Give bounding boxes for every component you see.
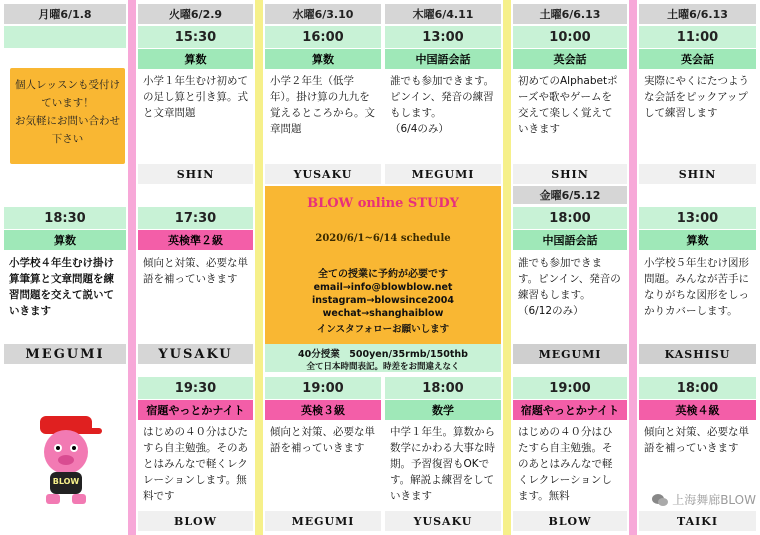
monday-note-box [10,68,125,164]
header-friday: 金曜6/5.12 [513,186,627,204]
lesson-time: 18:00 [385,377,501,399]
lesson-subject: 宿題やっとかナイト [138,400,253,420]
lesson-teacher: YUSAKU [385,511,501,531]
header-saturday: 土曜6/6.13 [513,4,627,24]
lesson-subject: 英会話 [639,49,756,69]
lesson-subject: 算数 [265,49,381,69]
lesson-description: 実際にやくにたつような会話をピックアップして練習します [644,75,749,119]
wechat-icon [652,492,668,506]
lesson-teacher: MEGUMI [4,344,126,364]
lesson-description: 小学校５年生むけ図形問題。みんなが苦手になりがちな図形をしっかりカバーします。 [644,257,749,317]
lesson-subject: 中国語会話 [513,230,627,250]
pig-mascot-icon [28,410,108,510]
lesson-subject: 算数 [639,230,756,250]
lesson-subject: 算数 [138,49,253,69]
lesson-teacher: MEGUMI [385,164,501,184]
header-monday: 月曜6/1.8 [4,4,126,24]
lesson-teacher: SHIN [639,164,756,184]
lesson-teacher: SHIN [138,164,253,184]
lesson-teacher: BLOW [513,511,627,531]
lesson-time: 17:30 [138,207,253,229]
lesson-description: はじめの４０分はひたすら自主勉強。そのあとはみんなで軽くレクレーションします。無料です [143,426,248,502]
lesson-subject: 数学 [385,400,501,420]
lesson-description: 傾向と対策、必要な単語を補っていきます [270,426,375,454]
panel-instagram: instagram→blowsince2004 [312,295,454,306]
header-wednesday: 水曜6/3.10 [265,4,381,24]
panel-follow-request: インスタフォローお願いします [316,324,450,335]
lesson-teacher: YUSAKU [265,164,381,184]
monday-private-lesson-note: 個人レッスンも受付けています！ お気軽にお問い合わせ下さい [15,79,120,145]
header-saturday: 土曜6/6.13 [639,4,756,24]
lesson-subject: 算数 [4,230,126,250]
lesson-description: 小学２年生（低学年）。掛け算の九九を覚えるところから。文章問題 [270,75,375,135]
lesson-description: 初めてのAlphabetポーズや歌やゲームを交えて楽しく覚えていきます [518,75,618,135]
lesson-time: 19:00 [513,377,627,399]
lesson-subject: 宿題やっとかナイト [513,400,627,420]
lesson-description: 誰でも参加できます。ピンイン、発音の練習もします。 （6/4のみ） [390,75,495,135]
lesson-description: はじめの４０分はひたすら自主勉強。そのあとはみんなで軽くレクレーションします。無料 [518,426,613,502]
blow-mascot-logo [28,410,108,510]
header-thursday: 木曜6/4.11 [385,4,501,24]
lesson-description: 中学１年生。算数から数学にかわる大事な時期。予習復習もOKです。解説よ練習をしていきます [390,426,495,502]
panel-schedule: 2020/6/1~6/14 schedule [315,233,451,244]
panel-wechat: wechat→shanghaiblow [322,308,444,319]
lesson-subject: 英検４級 [639,400,756,420]
lesson-description: 小学１年生むけ初めての足し算と引き算。式と文章問題 [143,75,248,119]
header-tuesday: 火曜6/2.9 [138,4,253,24]
lesson-time: 18:00 [639,377,756,399]
lesson-time: 11:00 [639,26,756,48]
lesson-time: 18:00 [513,207,627,229]
lesson-subject: 中国語会話 [385,49,501,69]
panel-reserve-notice: 全ての授業に予約が必要です [318,269,448,280]
lesson-teacher: MEGUMI [513,344,627,364]
watermark-text: 上海舞廊BLOW [672,492,756,507]
divider-bar-yellow [255,0,263,535]
lesson-time: 13:00 [639,207,756,229]
watermark [580,489,756,509]
lesson-teacher: MEGUMI [265,511,381,531]
monday-time-empty [4,26,126,48]
panel-email[interactable]: email→info@blowblow.net [313,282,453,293]
price-banner [265,344,501,372]
price-text: 40分授業 500yen/35rmb/150thb [298,349,468,360]
timezone-note: 全て日本時間表記。時差をお間違えなく [306,362,460,372]
lesson-teacher: YUSAKU [138,344,253,364]
lesson-time: 10:00 [513,26,627,48]
lesson-description: 誰でも参加できます。ピンイン、発音の練習もします。 （6/12のみ） [518,257,621,317]
lesson-teacher: SHIN [513,164,627,184]
lesson-description: 傾向と対策、必要な単語を補っていきます [644,426,749,454]
lesson-time: 19:00 [265,377,381,399]
lesson-teacher: KASHISU [639,344,756,364]
lesson-subject: 英検３級 [265,400,381,420]
divider-bar-pink [629,0,637,535]
mascot-shirt-text: BLOW [52,477,80,486]
lesson-subject: 英会話 [513,49,627,69]
lesson-time: 15:30 [138,26,253,48]
lesson-time: 19:30 [138,377,253,399]
lesson-subject: 英検準２級 [138,230,253,250]
lesson-teacher: BLOW [138,511,253,531]
lesson-time: 13:00 [385,26,501,48]
lesson-time: 18:30 [4,207,126,229]
panel-title: BLOW online STUDY [307,196,459,211]
divider-bar-pink [128,0,136,535]
divider-bar-yellow [503,0,511,535]
lesson-description: 小学校４年生むけ掛け算筆算と文章問題を練習問題を交えて説いていきます [9,257,114,317]
lesson-teacher: TAIKI [639,511,756,531]
lesson-description: 傾向と対策、必要な単語を補っていきます [143,257,248,285]
lesson-time: 16:00 [265,26,381,48]
